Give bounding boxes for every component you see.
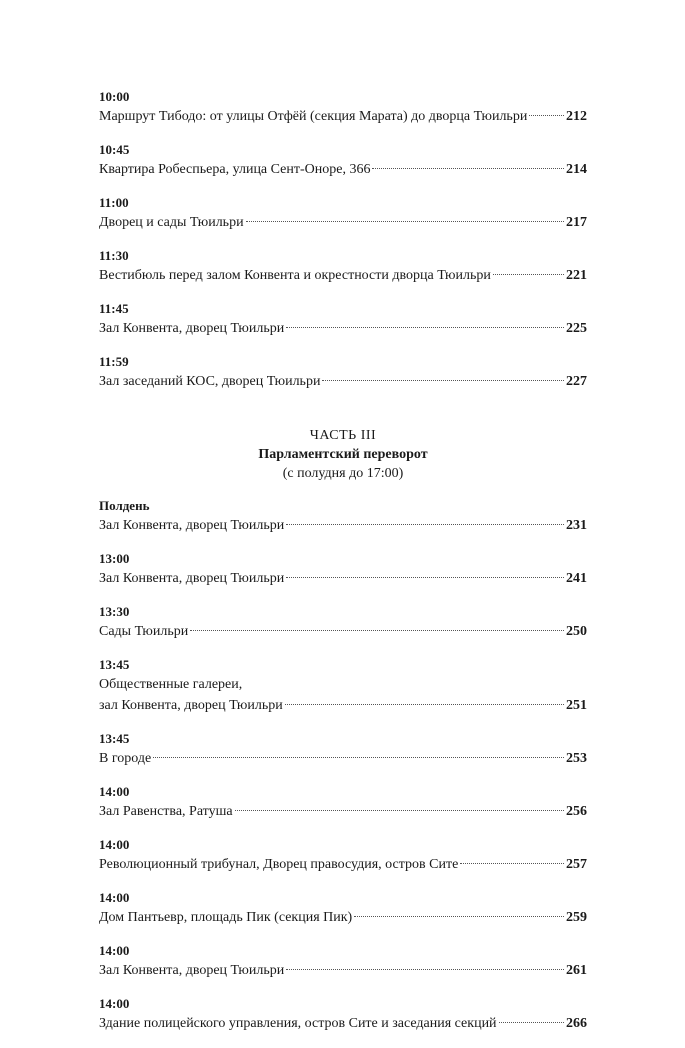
- toc-title: зал Конвента, дворец Тюильри: [99, 698, 283, 713]
- toc-time: 11:30: [99, 248, 129, 263]
- toc-line[interactable]: [99, 568, 587, 589]
- toc-line[interactable]: [99, 801, 587, 822]
- part-subtitle: Парламентский переворот: [258, 447, 428, 462]
- dot-leader: [190, 630, 564, 631]
- dot-leader: [153, 757, 564, 758]
- toc-line[interactable]: [99, 318, 587, 339]
- dot-leader: [285, 704, 564, 705]
- toc-title: Сады Тюильри: [99, 624, 189, 639]
- dot-leader: [286, 577, 564, 578]
- toc-page-number: 251: [566, 698, 587, 713]
- toc-page-number: 227: [566, 374, 587, 389]
- dot-leader: [322, 380, 564, 381]
- toc-title: Маршрут Тибодо: от улицы Отфёй (секция Марата) до дворца Тюильри: [99, 109, 528, 124]
- toc-time: 13:30: [99, 604, 130, 619]
- part-time-range: (с полудня до 17:00): [282, 466, 404, 481]
- dot-leader: [354, 916, 564, 917]
- dot-leader: [286, 524, 564, 525]
- toc-entry: [99, 995, 587, 1034]
- toc-line[interactable]: [99, 907, 587, 928]
- toc-page-number: 241: [566, 571, 587, 586]
- toc-title: Дворец и сады Тюильри: [99, 215, 244, 230]
- toc-title: Квартира Робеспьера, улица Сент-Оноре, 366: [99, 162, 371, 177]
- toc-entry: [99, 300, 587, 339]
- toc-time: 11:45: [99, 301, 129, 316]
- dot-leader: [246, 221, 564, 222]
- toc-page: [99, 88, 587, 1048]
- toc-line[interactable]: [99, 621, 587, 642]
- toc-entry: [99, 783, 587, 822]
- toc-entry: [99, 247, 587, 286]
- toc-line[interactable]: [99, 748, 587, 769]
- toc-time: Полдень: [99, 498, 150, 513]
- dot-leader: [529, 115, 564, 116]
- toc-title: Зал Равенства, Ратуша: [99, 804, 233, 819]
- toc-page-number: 214: [566, 162, 587, 177]
- toc-title: Зал Конвента, дворец Тюильри: [99, 321, 285, 336]
- toc-title: Здание полицейского управления, остров Сите и заседания секций: [99, 1016, 497, 1031]
- dot-leader: [460, 863, 564, 864]
- toc-page-number: 256: [566, 804, 587, 819]
- toc-page-number: 259: [566, 910, 587, 925]
- toc-line[interactable]: [99, 854, 587, 875]
- toc-time: 11:00: [99, 195, 129, 210]
- toc-entry: [99, 353, 587, 392]
- toc-line[interactable]: [99, 106, 587, 127]
- toc-title: Революционный трибунал, Дворец правосудия, остров Сите: [99, 857, 459, 872]
- toc-entry: [99, 836, 587, 875]
- toc-page-number: 253: [566, 751, 587, 766]
- dot-leader: [286, 969, 564, 970]
- dot-leader: [286, 327, 564, 328]
- toc-time: 13:45: [99, 657, 130, 672]
- toc-line[interactable]: [99, 960, 587, 981]
- toc-time: 10:00: [99, 89, 130, 104]
- toc-time: 14:00: [99, 784, 130, 799]
- toc-page-number: 261: [566, 963, 587, 978]
- toc-entry: [99, 603, 587, 642]
- toc-page-number: 217: [566, 215, 587, 230]
- toc-time: 11:59: [99, 354, 129, 369]
- toc-line[interactable]: [99, 1013, 587, 1034]
- toc-page-number: 221: [566, 268, 587, 283]
- toc-entry: [99, 141, 587, 180]
- toc-page-number: 257: [566, 857, 587, 872]
- toc-line[interactable]: [99, 212, 587, 233]
- toc-title: В городе: [99, 751, 152, 766]
- toc-title-first-line[interactable]: Общественные галереи,: [99, 677, 243, 692]
- toc-line[interactable]: [99, 159, 587, 180]
- toc-page-number: 250: [566, 624, 587, 639]
- toc-time: 14:00: [99, 996, 130, 1011]
- toc-title: Зал Конвента, дворец Тюильри: [99, 518, 285, 533]
- toc-line[interactable]: [99, 695, 587, 716]
- part-title: ЧАСТЬ III: [309, 428, 377, 443]
- toc-entry: [99, 656, 587, 716]
- toc-title: Вестибюль перед залом Конвента и окрестности дворца Тюильри: [99, 268, 491, 283]
- toc-page-number: 225: [566, 321, 587, 336]
- toc-page-number: 231: [566, 518, 587, 533]
- toc-page-number: 266: [566, 1016, 587, 1031]
- dot-leader: [235, 810, 564, 811]
- toc-line[interactable]: [99, 371, 587, 392]
- toc-entry: [99, 942, 587, 981]
- toc-title: Зал Конвента, дворец Тюильри: [99, 963, 285, 978]
- toc-time: 14:00: [99, 943, 130, 958]
- toc-line[interactable]: [99, 515, 587, 536]
- toc-entry: [99, 88, 587, 127]
- toc-time: 10:45: [99, 142, 130, 157]
- toc-line[interactable]: [99, 265, 587, 286]
- toc-page-number: 212: [566, 109, 587, 124]
- toc-entry: [99, 497, 587, 536]
- toc-title: Зал заседаний КОС, дворец Тюильри: [99, 374, 321, 389]
- toc-entry: [99, 889, 587, 928]
- toc-title: Дом Пантьевр, площадь Пик (секция Пик): [99, 910, 353, 925]
- toc-time: 13:00: [99, 551, 130, 566]
- toc-title: Зал Конвента, дворец Тюильри: [99, 571, 285, 586]
- dot-leader: [499, 1022, 564, 1023]
- dot-leader: [493, 274, 564, 275]
- toc-time: 14:00: [99, 837, 130, 852]
- dot-leader: [372, 168, 564, 169]
- toc-entry: [99, 730, 587, 769]
- toc-time: 14:00: [99, 890, 130, 905]
- toc-entry: [99, 550, 587, 589]
- toc-entry: [99, 194, 587, 233]
- toc-time: 13:45: [99, 731, 130, 746]
- part-heading: [99, 426, 587, 483]
